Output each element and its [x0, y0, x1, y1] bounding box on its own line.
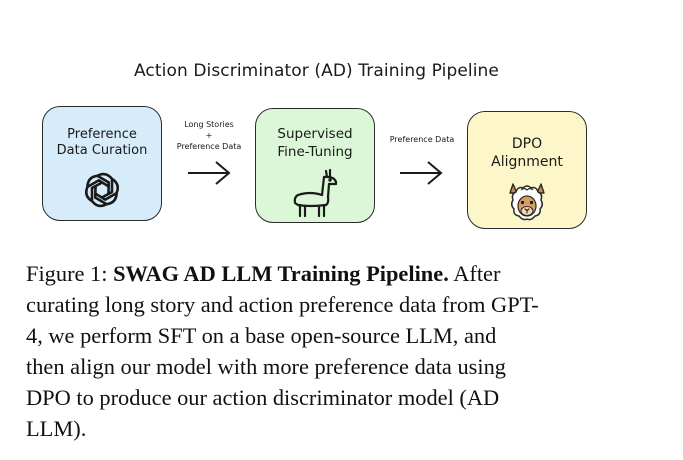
- transition-label-line: Long Stories: [184, 120, 234, 129]
- caption-line: [26, 258, 616, 289]
- stage-label-line: Fine-Tuning: [277, 143, 353, 160]
- transition-label-line: Preference Data: [389, 135, 455, 144]
- stage-preference-data-curation: [42, 106, 162, 221]
- caption-line: DPO to produce our action discriminator model (AD: [26, 385, 500, 410]
- caption-text: After: [453, 261, 501, 286]
- alpaca-icon: [504, 178, 550, 224]
- diagram-title: Action Discriminator (AD) Training Pipeline: [133, 61, 499, 81]
- caption-line: then align our model with more preference data using: [26, 354, 506, 379]
- figure-caption: [26, 258, 616, 444]
- transition-label-line: +: [205, 130, 213, 140]
- caption-line: LLM).: [26, 416, 87, 441]
- openai-logo-icon: [81, 169, 123, 211]
- stage-supervised-fine-tuning: [255, 108, 375, 223]
- stage-label-line: Data Curation: [56, 143, 148, 159]
- transition-label-line: Preference Data: [176, 141, 242, 151]
- stage-label-line: DPO: [511, 136, 543, 152]
- figure-label: Figure 1:: [26, 261, 108, 286]
- stage-label-line: Alignment: [491, 154, 563, 171]
- figure-title: SWAG AD LLM Training Pipeline.: [113, 261, 449, 286]
- caption-line: curating long story and action preference data from GPT-: [26, 292, 539, 317]
- transition-label: [381, 135, 463, 146]
- llama-icon: [290, 167, 340, 219]
- stage-label: [43, 127, 161, 160]
- stage-label: [468, 135, 586, 171]
- right-arrow-icon: [398, 158, 444, 188]
- stage-dpo-alignment: [467, 111, 587, 229]
- caption-line: 4, we perform SFT on a base open-source LLM, and: [26, 323, 497, 348]
- stage-label-line: Preference: [67, 127, 137, 142]
- right-arrow-icon: [186, 158, 232, 188]
- stage-label: [256, 126, 374, 161]
- transition-label: [168, 120, 250, 152]
- stage-label-line: Supervised: [277, 126, 353, 142]
